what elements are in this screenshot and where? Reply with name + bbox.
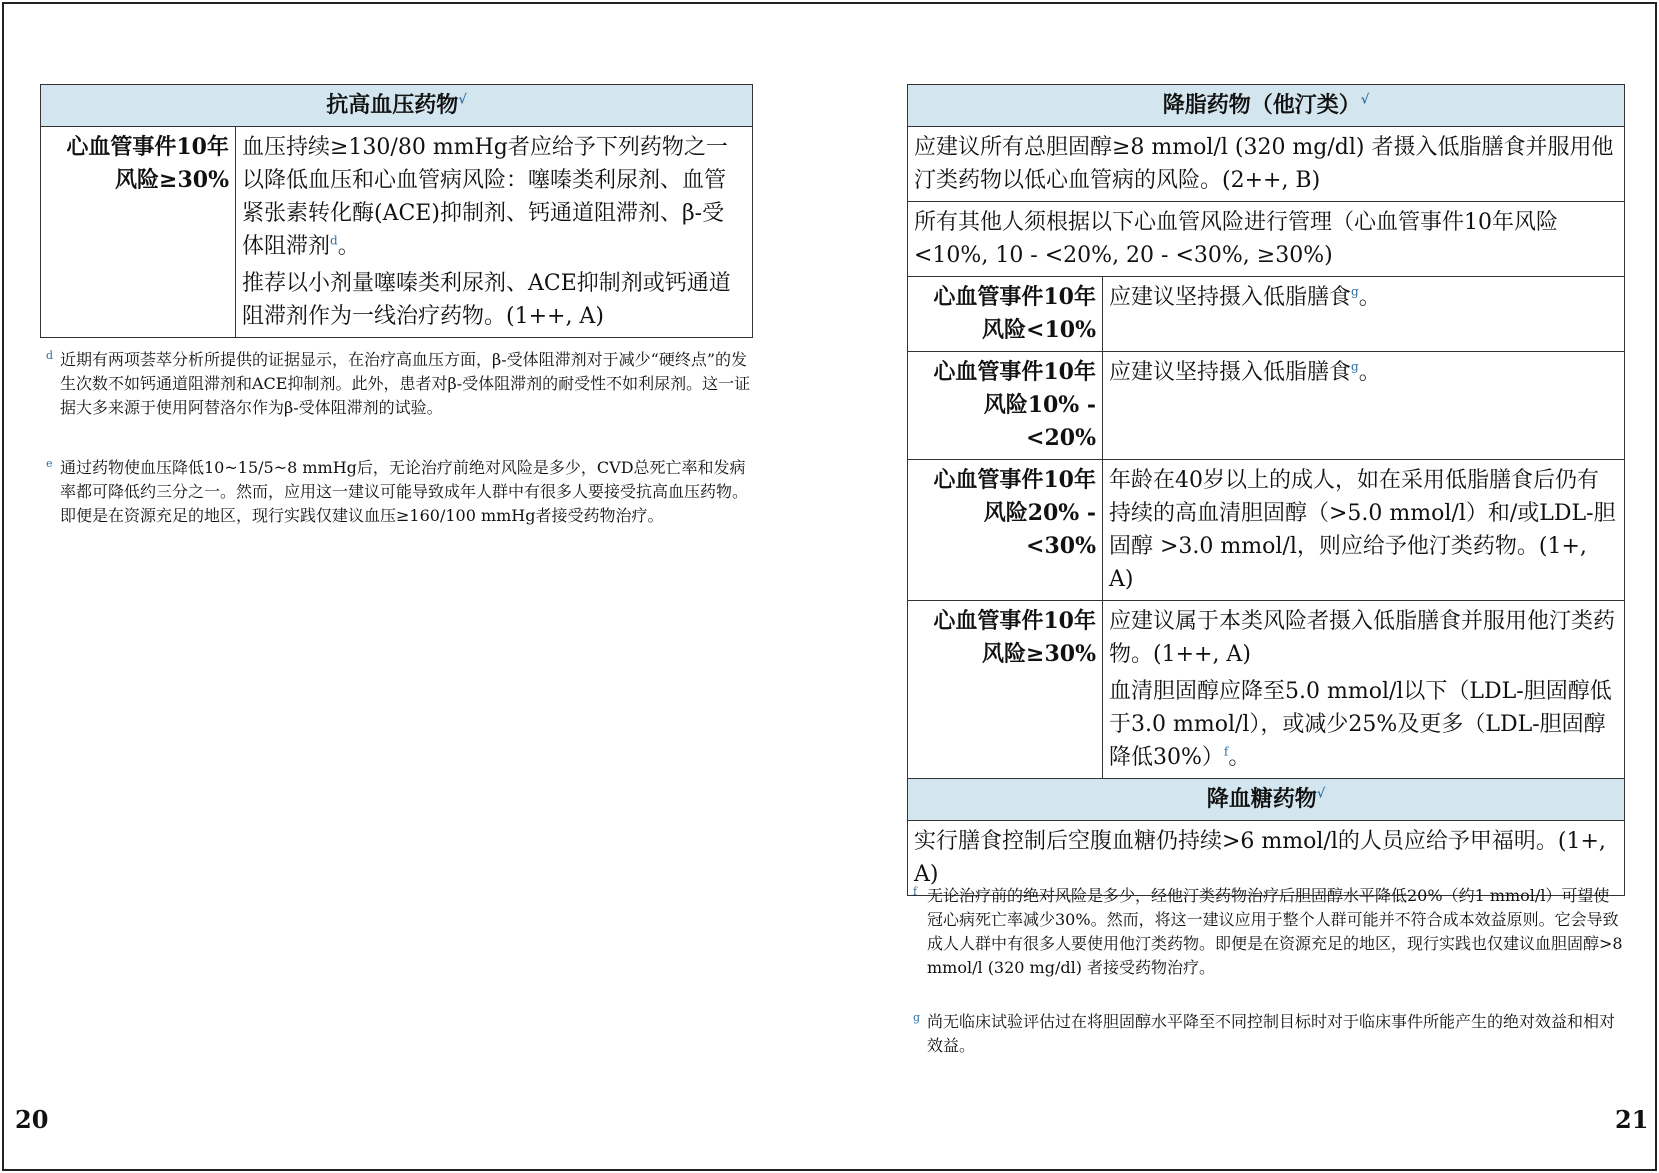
risk-label: 心血管事件10年风险10% - <20% — [908, 352, 1103, 460]
footnote-marker: d — [46, 349, 54, 362]
lipid-row-general: 应建议所有总胆固醇≥8 mmol/l (320 mg/dl) 者摄入低脂膳食并服用他汀类药物以低心血管病的风险。(2++, B) — [908, 127, 1625, 202]
page-number-right: 21 — [1615, 1105, 1649, 1134]
risk-recommendation — [1103, 601, 1625, 779]
footnote-ref: g — [1351, 359, 1359, 374]
footnote-d — [46, 348, 753, 420]
risk-recommendation: 应建议坚持摄入低脂膳食$^g$。 — [1103, 352, 1625, 460]
footnote-text: 近期有两项荟萃分析所提供的证据显示，在治疗高血压方面，β-受体阻滞剂对于减少“硬终点”的发生次数不如钙通道阻滞剂和ACE抑制剂。此外，患者对β-受体阻滞剂的耐受性不如利尿剂。这一证据大多来源于使用阿替洛尔作为β-受体阻滞剂的试验。 — [60, 350, 751, 417]
glucose-title: 降血糖药物 — [1206, 786, 1317, 812]
footnote-marker: e — [46, 457, 53, 470]
footnote-g — [913, 1010, 1625, 1058]
lipid-title: 降脂药物（他汀类） — [1162, 92, 1361, 118]
footnote-e — [46, 456, 753, 528]
footnote-marker: f — [913, 885, 918, 898]
lipid-header — [908, 85, 1625, 127]
recommendation-text-1: 血压持续≥130/80 mmHg者应给予下列药物之一以降低血压和心血管病风险：噻嗪类利尿剂、血管紧张素转化酶(ACE)抑制剂、钙通道阻滞剂、β-受体阻滞剂$^d$。 — [242, 135, 728, 259]
risk-recommendation: 年龄在40岁以上的成人，如在采用低脂膳食后仍有持续的高血清胆固醇（>5.0 mmol/l）和/或LDL-胆固醇 >3.0 mmol/l，则应给予他汀类药物。(1+, A) — [1103, 460, 1625, 601]
footnote-ref: d — [330, 233, 338, 248]
risk-label: 心血管事件10年风险<10% — [908, 277, 1103, 352]
glucose-row: 实行膳食控制后空腹血糖仍持续>6 mmol/l的人员应给予甲福明。(1+, A) — [908, 821, 1625, 896]
table-header — [41, 85, 753, 127]
check-icon: √ — [1316, 786, 1326, 802]
footnote-ref: f — [1223, 744, 1229, 759]
lipid-row-others: 所有其他人须根据以下心血管风险进行管理（心血管事件10年风险<10%, 10 - <20%, 20 - <30%, ≥30%) — [908, 202, 1625, 277]
recommendation-text-2: 血清胆固醇应降至5.0 mmol/l以下（LDL-胆固醇低于3.0 mmol/l），或减少25%及更多（LDL-胆固醇降低30%）$^f$。 — [1109, 679, 1612, 770]
antihypertensive-table — [40, 84, 753, 338]
footnote-f — [913, 884, 1625, 980]
risk-label: 心血管事件10年风险20% - <30% — [908, 460, 1103, 601]
footnote-text: 尚无临床试验评估过在将胆固醇水平降至不同控制目标时对于临床事件所能产生的绝对效益和相对效益。 — [927, 1012, 1616, 1055]
recommendation-cell — [236, 127, 753, 338]
recommendation-text-1: 应建议属于本类风险者摄入低脂膳食并服用他汀类药物。(1++, A) — [1109, 609, 1616, 667]
footnote-text: 无论治疗前的绝对风险是多少，经他汀类药物治疗后胆固醇水平降低20%（约1 mmol/l）可望使冠心病死亡率减少30%。然而，将这一建议应用于整个人群可能并不符合成本效益原则。它会导致成人人群中有很多人要使用他汀类药物。即便是在资源充足的地区，现行实践也仅建议血胆固醇>8 mmol/l (320 mg/dl) 者接受药物治疗。 — [927, 886, 1623, 977]
footnote-ref: g — [1351, 284, 1359, 299]
table-title: 抗高血压药物 — [326, 92, 459, 118]
risk-recommendation: 应建议坚持摄入低脂膳食$^g$。 — [1103, 277, 1625, 352]
risk-label: 心血管事件10年风险≥30% — [908, 601, 1103, 779]
footnote-marker: g — [913, 1011, 921, 1024]
recommendation-text-2: 推荐以小剂量噻嗪类利尿剂、ACE抑制剂或钙通道阻滞剂作为一线治疗药物。(1++, A) — [242, 271, 731, 329]
glucose-header — [908, 779, 1625, 821]
check-icon: √ — [1360, 92, 1370, 108]
check-icon: √ — [458, 92, 467, 108]
lipid-table — [907, 84, 1625, 896]
risk-label: 心血管事件10年风险≥30% — [41, 127, 236, 338]
page-number-left: 20 — [15, 1105, 49, 1134]
footnote-text: 通过药物使血压降低10~15/5~8 mmHg后，无论治疗前绝对风险是多少，CVD总死亡率和发病率都可降低约三分之一。然而，应用这一建议可能导致成年人群中有很多人要接受抗高血压药物。即便是在资源充足的地区，现行实践仅建议血压≥160/100 mmHg者接受药物治疗。 — [60, 458, 749, 525]
